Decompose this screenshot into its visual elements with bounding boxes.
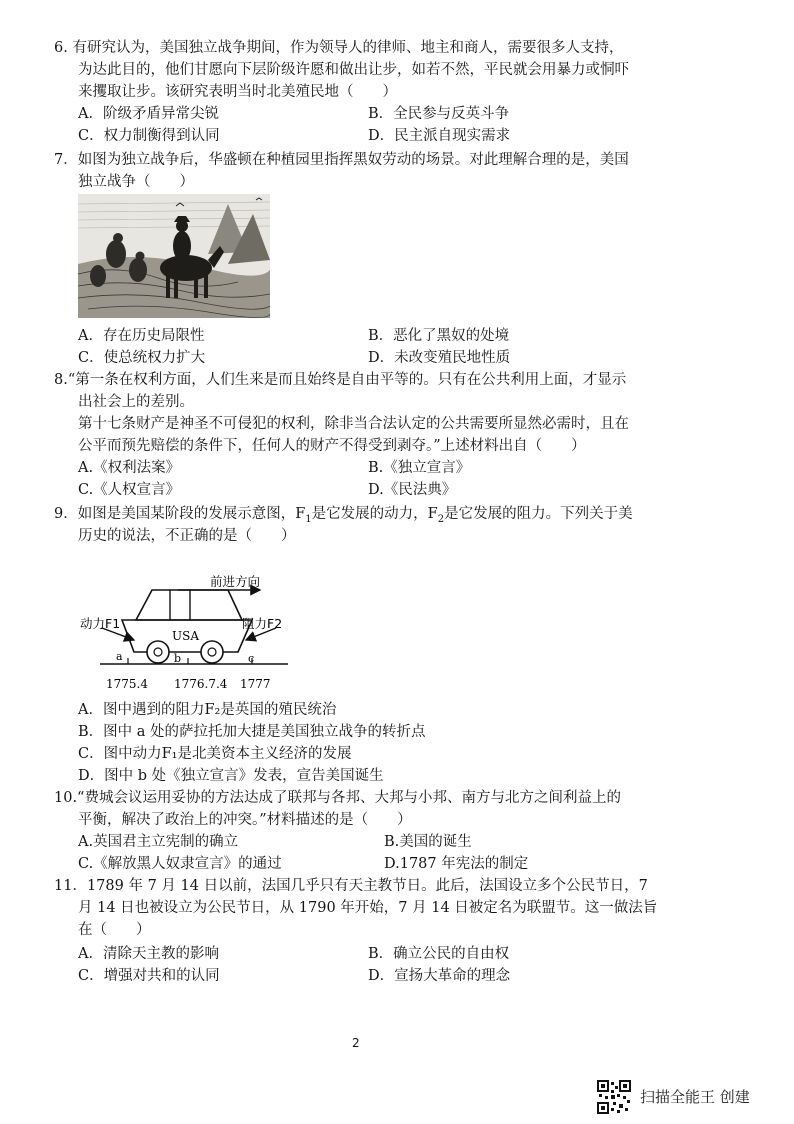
q8-stem-line-2: 出社会上的差别。 [78, 394, 194, 410]
washington-plantation-engraving [78, 194, 270, 318]
q9-stem-line-2: 历史的说法，不正确的是（ ） [78, 528, 296, 544]
date-label-2: 1776.7.4 [174, 677, 228, 691]
force-left-label: 动力F1 [80, 616, 121, 631]
wheel-left [147, 641, 169, 663]
q6-stem-line-1: 6. 有研究认为，美国独立战争期间，作为领导人的律师、地主和商人，需要很多人支持， [54, 40, 624, 56]
q6-option-a: A．阶级矛盾异常尖锐 [78, 106, 219, 122]
q11-option-d: D．宣扬大革命的理念 [368, 968, 511, 984]
q11-stem-line-3: 在（ ） [78, 922, 151, 938]
car-cabin [136, 590, 242, 620]
q7-option-d: D．未改变殖民地性质 [368, 350, 511, 366]
q7-option-a: A．存在历史局限性 [78, 328, 205, 344]
q11-option-c: C．增强对共和的认同 [78, 968, 220, 984]
point-a-label: a [116, 650, 123, 663]
q9-option-a: A．图中遇到的阻力F₂是英国的殖民统治 [78, 702, 337, 718]
usa-development-diagram [70, 568, 310, 696]
point-b-label: b [174, 652, 182, 665]
q11-stem-line-1: 11．1789 年 7 月 14 日以前，法国几乎只有天主教节日。此后，法国设立多个公民节日，7 [54, 878, 648, 894]
q8-stem-line-3: 第十七条财产是神圣不可侵犯的权利，除非当合法认定的公共需要所显然必需时，且在 [78, 416, 629, 432]
q11-option-a: A．清除天主教的影响 [78, 946, 219, 962]
force-right-label: 阻力F2 [242, 616, 283, 631]
car-label: USA [172, 629, 199, 643]
scanner-watermark-text: 扫描全能王 创建 [640, 1088, 750, 1106]
q8-option-c: C.《人权宣言》 [78, 482, 181, 498]
q9-stem-line-1: 9．如图是美国某阶段的发展示意图，$F_1$是它发展的动力，$F_2$是它发展的阻力。下列关于美 [54, 506, 633, 525]
q10-option-c: C.《解放黑人奴隶宣言》的通过 [78, 856, 282, 872]
q11-stem-line-2: 月 14 日也被设立为公民节日，从 1790 年开始，7 月 14 日被定名为联盟节。这一做法旨 [78, 900, 658, 916]
q7-option-c: C．使总统权力扩大 [78, 350, 206, 366]
q7-stem-line-2: 独立战争（ ） [78, 174, 194, 190]
q8-option-b: B.《独立宣言》 [368, 460, 471, 476]
q7-option-b: B．恶化了黑奴的处境 [368, 328, 510, 344]
q9-option-b: B．图中 a 处的萨拉托加大捷是美国独立战争的转折点 [78, 724, 426, 740]
q10-stem-line-2: 平衡，解决了政治上的冲突。”材料描述的是（ ） [78, 812, 412, 828]
q9-option-d: D．图中 b 处《独立宣言》发表，宣告美国诞生 [78, 768, 384, 784]
point-c-label: c [248, 652, 255, 665]
q6-stem-line-2: 为达此目的，他们甘愿向下层阶级许愿和做出让步，如若不然，平民就会用暴力或恫吓 [78, 62, 629, 78]
scanner-watermark [597, 1080, 777, 1114]
q9-option-c: C．图中动力F₁是北美资本主义经济的发展 [78, 746, 352, 762]
q8-stem-line-1: 8.“第一条在权利方面，人们生来是而且始终是自由平等的。只有在公共利用上面，才显示 [54, 372, 627, 388]
q6-option-b: B．全民参与反英斗争 [368, 106, 510, 122]
page-number: 2 [352, 1036, 360, 1050]
q8-option-d: D.《民法典》 [368, 482, 457, 498]
q7-stem-line-1: 7．如图为独立战争后，华盛顿在种植园里指挥黑奴劳动的场景。对此理解合理的是，美国 [54, 152, 629, 168]
q6-option-c: C．权力制衡得到认同 [78, 128, 220, 144]
q11-option-b: B．确立公民的自由权 [368, 946, 510, 962]
q10-stem-line-1: 10.“费城会议运用妥协的方法达成了联邦与各邦、大邦与小邦、南方与北方之间利益上的 [54, 790, 621, 806]
wheel-right [201, 641, 223, 663]
q6-option-d: D．民主派自现实需求 [368, 128, 511, 144]
q8-option-a: A.《权利法案》 [78, 460, 181, 476]
direction-label: 前进方向 [210, 574, 261, 589]
q10-option-b: B.美国的诞生 [384, 834, 472, 850]
qr-code-icon [597, 1080, 631, 1114]
date-label-3: 1777 [240, 677, 271, 691]
q6-stem-line-3: 来攫取让步。该研究表明当时北美殖民地（ ） [78, 84, 397, 100]
date-label-1: 1775.4 [106, 677, 148, 691]
q10-option-d: D.1787 年宪法的制定 [384, 856, 529, 872]
q8-stem-line-4: 公平而预先赔偿的条件下，任何人的财产不得受到剥夺。”上述材料出自（ ） [78, 438, 586, 454]
q10-option-a: A.英国君主立宪制的确立 [78, 834, 239, 850]
